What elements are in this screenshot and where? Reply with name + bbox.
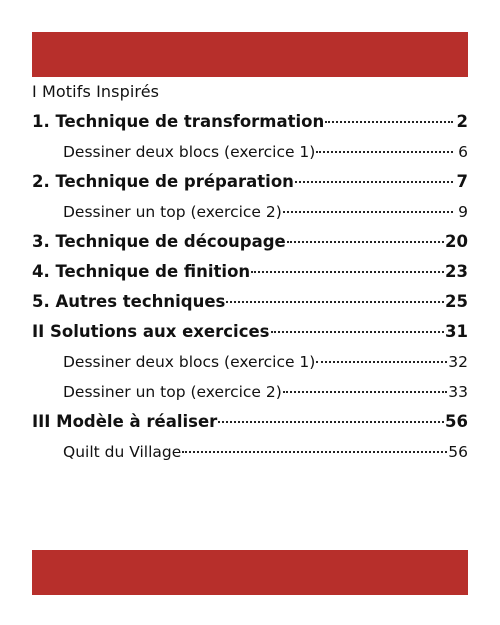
toc-entry-label: Dessiner deux blocs (exercice 1) [63,143,316,161]
dot-leader [283,391,447,393]
part-heading-1: I Motifs Inspirés [32,82,160,101]
toc-entry-page: 32 [448,353,468,371]
toc-entry-page: 31 [445,322,468,341]
dot-leader [218,421,444,423]
toc-entry-label: 4. Technique de finition [32,262,251,281]
dot-leader [226,301,444,303]
toc-entry-finition[interactable] [32,257,470,287]
toc-entry-decoupage[interactable] [32,227,470,257]
bottom-red-band [32,550,468,595]
toc-part-solutions[interactable] [32,317,470,347]
toc-entry-label: Quilt du Village [63,443,182,461]
dot-leader [316,151,453,153]
toc-entry-page: 6 [458,143,468,161]
toc-entry-label: Dessiner deux blocs (exercice 1) [63,353,316,371]
toc-entry-label: Dessiner un top (exercice 2) [63,383,282,401]
dot-leader [325,121,453,123]
toc-entry-page: 20 [445,232,468,251]
toc-entry-label: 1. Technique de transformation [32,112,325,131]
toc-entry-page: 56 [445,412,468,431]
toc-entry-preparation[interactable] [32,167,470,197]
toc-entry-label: III Modèle à réaliser [32,412,218,431]
toc-entry-exercise-1[interactable] [32,137,470,167]
toc-entry-page: 33 [448,383,468,401]
toc-entry-solution-1[interactable] [32,347,470,377]
toc-entry-label: II Solutions aux exercices [32,322,270,341]
toc-entry-label: Dessiner un top (exercice 2) [63,203,282,221]
dot-leader [182,451,447,453]
toc-entry-page: 2 [456,112,468,131]
toc-part-modele[interactable] [32,407,470,437]
toc-entry-page: 56 [448,443,468,461]
dot-leader [251,271,444,273]
toc-entry-exercise-2[interactable] [32,197,470,227]
toc-entry-solution-2[interactable] [32,377,470,407]
toc-entry-page: 9 [458,203,468,221]
toc-entry-page: 23 [445,262,468,281]
dot-leader [287,241,444,243]
toc-entry-autres-techniques[interactable] [32,287,470,317]
toc-entry-label: 5. Autres techniques [32,292,226,311]
dot-leader [295,181,453,183]
top-red-band [32,32,468,77]
toc-entry-label: 2. Technique de préparation [32,172,294,191]
toc-entry-page: 7 [456,172,468,191]
dot-leader [283,211,453,213]
table-of-contents [32,77,470,467]
toc-entry-quilt[interactable] [32,437,470,467]
toc-entry-transformation[interactable] [32,107,470,137]
toc-entry-label: 3. Technique de découpage [32,232,286,251]
dot-leader [271,331,445,333]
dot-leader [316,361,447,363]
toc-entry-page: 25 [445,292,468,311]
